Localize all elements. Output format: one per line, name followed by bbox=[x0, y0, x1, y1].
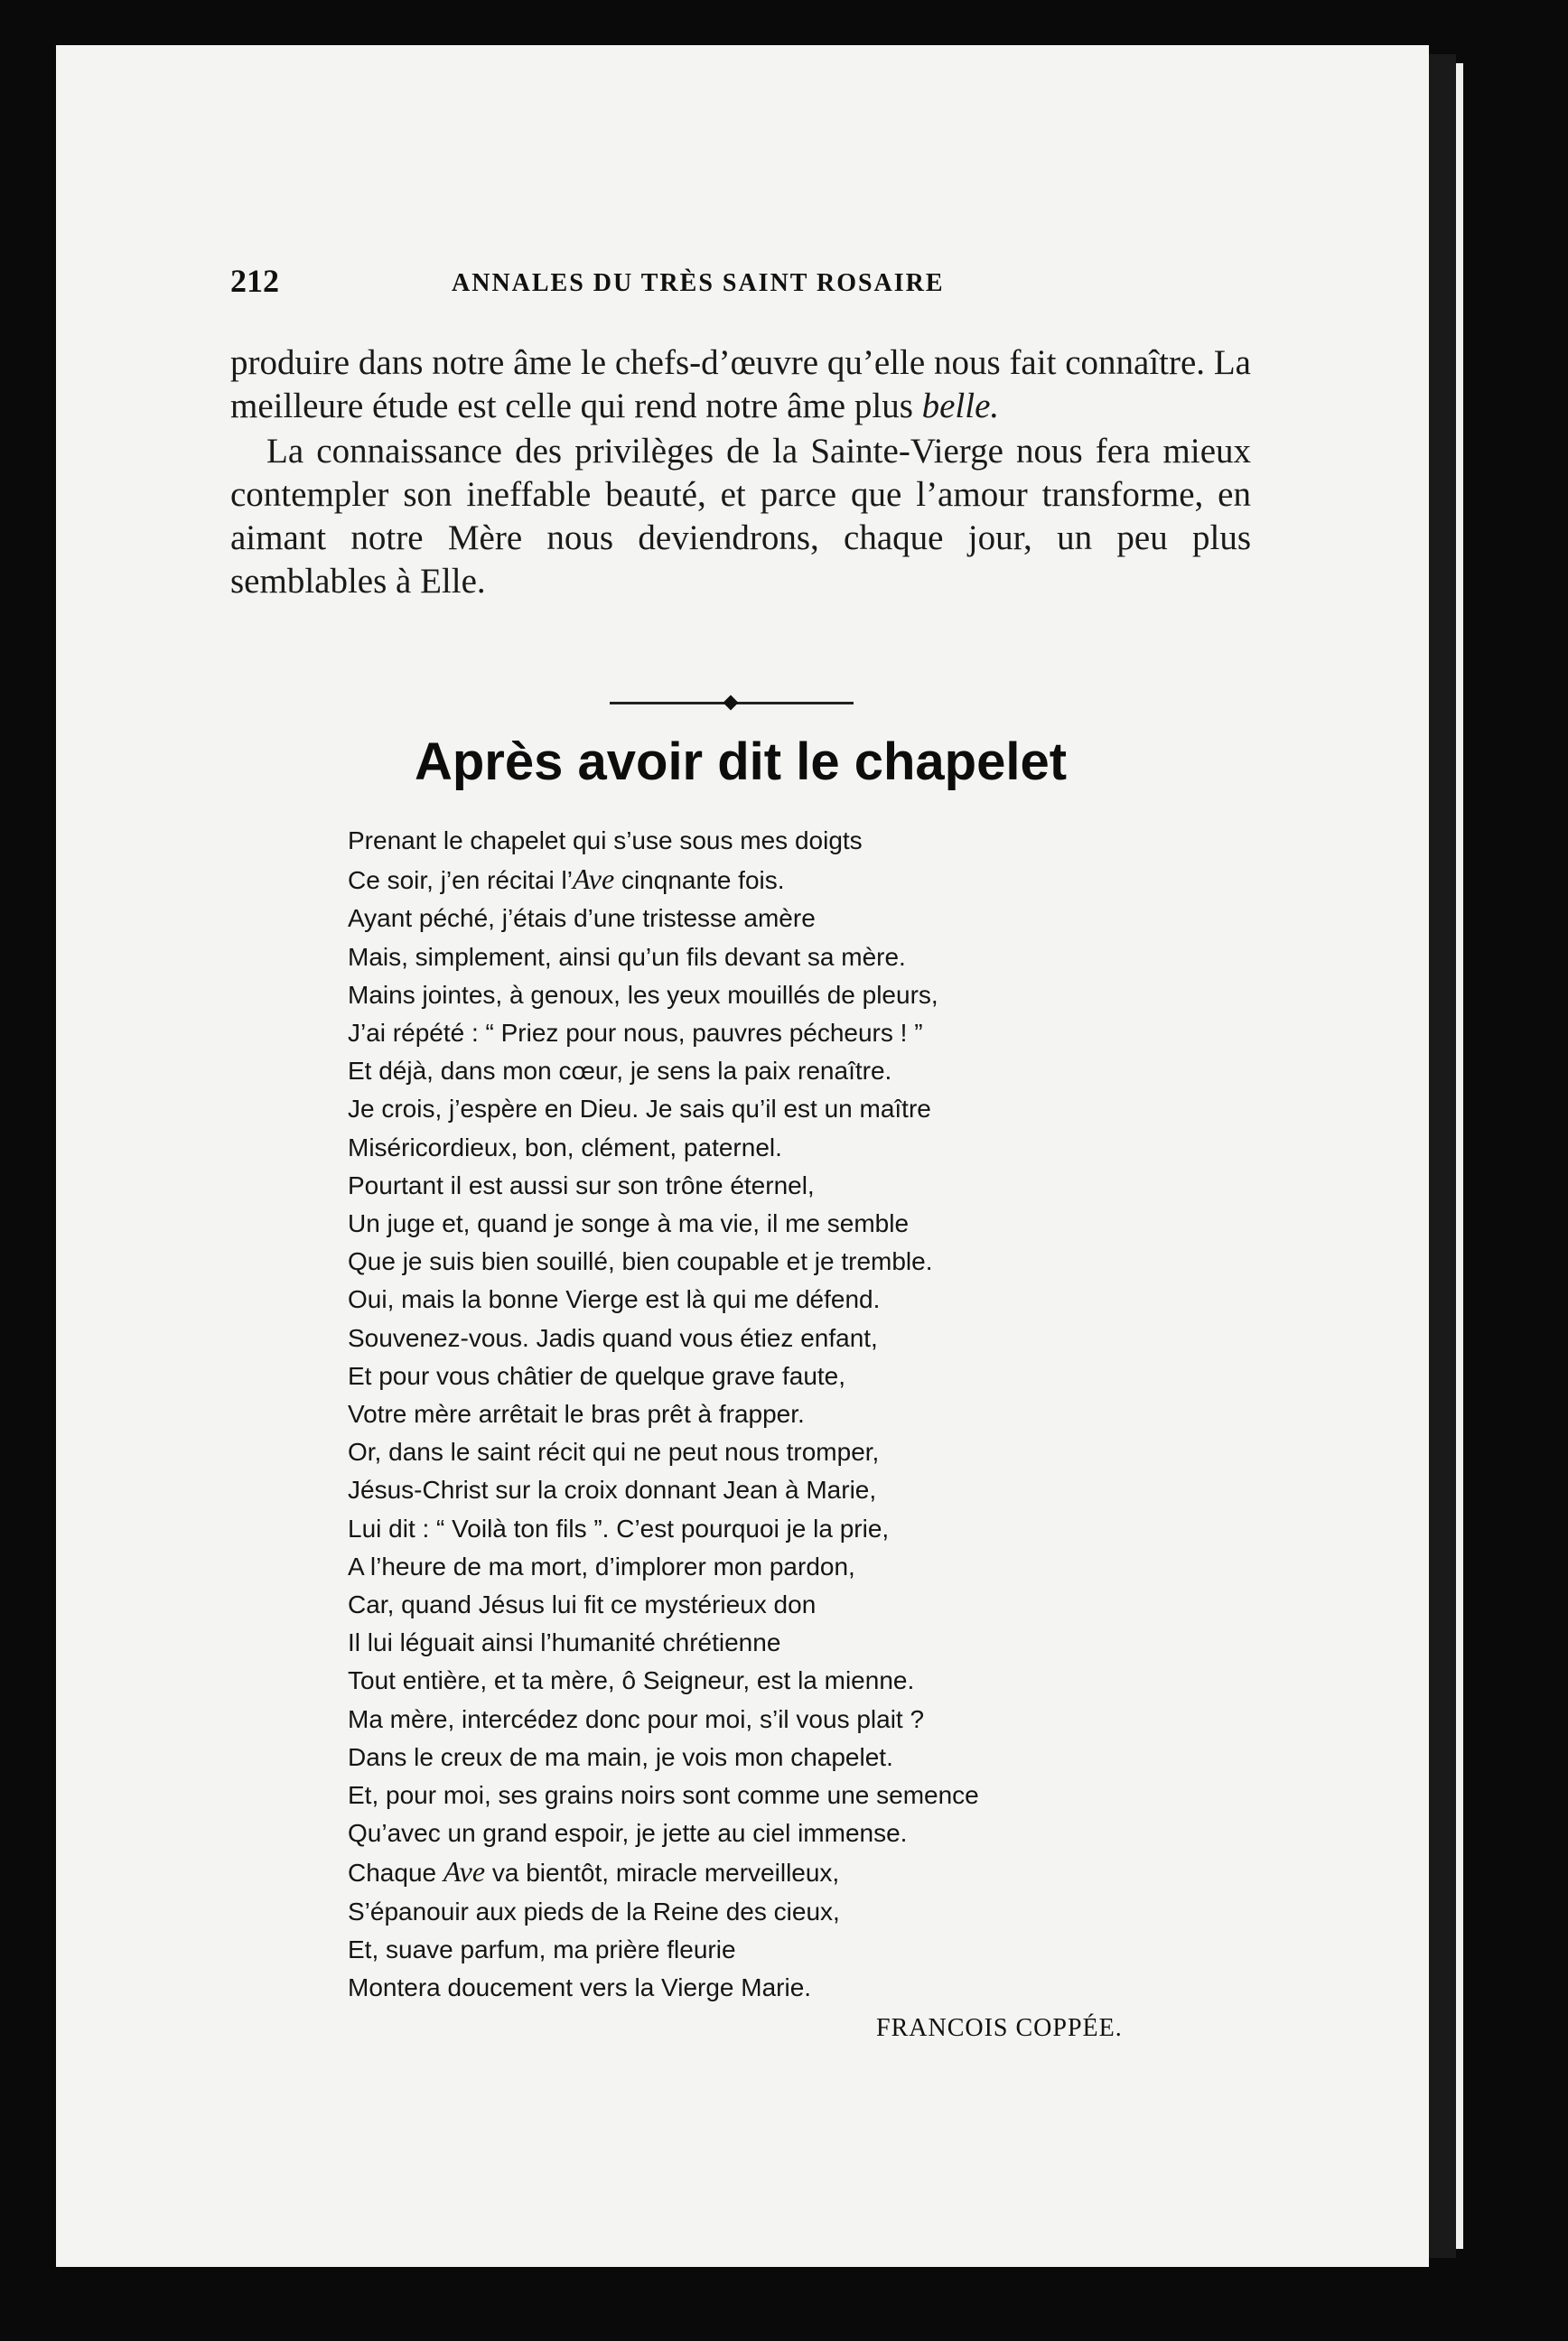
poem-line: Ce soir, j’en récitai l’Ave cinqnante fois. bbox=[348, 863, 785, 896]
poem-line: J’ai répété : “ Priez pour nous, pauvres pécheurs ! ” bbox=[348, 1019, 923, 1048]
poem-line: Tout entière, et ta mère, ô Seigneur, est la mienne. bbox=[348, 1666, 915, 1695]
poem-lines bbox=[348, 822, 1143, 2007]
poem-line: Pourtant il est aussi sur son trône éternel, bbox=[348, 1170, 815, 1199]
page-gutter-shadow bbox=[1429, 54, 1456, 2258]
poem-line: Il lui léguait ainsi l’humanité chrétienne bbox=[348, 1628, 781, 1657]
poem-line: Or, dans le saint récit qui ne peut nous tromper, bbox=[348, 1438, 880, 1467]
poem-line: Ayant péché, j’étais d’une tristesse amère bbox=[348, 904, 816, 933]
poem-line: Et déjà, dans mon cœur, je sens la paix renaître. bbox=[348, 1057, 892, 1086]
poem-line: Oui, mais la bonne Vierge est là qui me défend. bbox=[348, 1285, 881, 1314]
poem-line: Souvenez-vous. Jadis quand vous étiez enfant, bbox=[348, 1323, 878, 1352]
paragraph-1-italic: belle. bbox=[921, 387, 1000, 425]
prose-body bbox=[230, 341, 1251, 603]
poem-line: Qu’avec un grand espoir, je jette au ciel immense. bbox=[348, 1819, 908, 1848]
page-header bbox=[230, 262, 1251, 307]
poem-line: Et pour vous châtier de quelque grave faute, bbox=[348, 1361, 846, 1390]
ave-word: Ave bbox=[572, 863, 615, 896]
paragraph-1-text: produire dans notre âme le chefs-d’œuvre qu’elle nous fait connaître. La meilleure étude est celle qui rend notre âme plus bbox=[230, 343, 1251, 425]
poem-line: Votre mère arrêtait le bras prêt à frapper. bbox=[348, 1400, 805, 1429]
poem-line: Je crois, j’espère en Dieu. Je sais qu’il est un maître bbox=[348, 1095, 931, 1124]
poem-line: Jésus-Christ sur la croix donnant Jean à Marie, bbox=[348, 1476, 877, 1505]
facing-page-edge bbox=[1456, 63, 1463, 2249]
poem-line: Miséricordieux, bon, clément, paternel. bbox=[348, 1133, 782, 1161]
poem-line: Prenant le chapelet qui s’use sous mes doigts bbox=[348, 826, 863, 854]
page-number: 212 bbox=[230, 263, 279, 299]
poem-line: Montera doucement vers la Vierge Marie. bbox=[348, 1973, 812, 2002]
poem-author: FRANCOIS COPPÉE. bbox=[876, 2014, 1123, 2042]
paragraph-2: La connaissance des privilèges de la Sainte-Vierge nous fera mieux contempler son ineffable beauté, et parce que l’amour transforme, en aimant notre Mère nous deviendrons, chaque jour, un peu plus semblables à Elle. bbox=[230, 432, 1251, 601]
poem-line: A l’heure de ma mort, d’implorer mon pardon, bbox=[348, 1552, 855, 1581]
poem-line: Que je suis bien souillé, bien coupable et je tremble. bbox=[348, 1247, 933, 1276]
ave-word: Ave bbox=[443, 1855, 486, 1889]
poem-title: Après avoir dit le chapelet bbox=[414, 732, 1068, 791]
poem-line: Mains jointes, à genoux, les yeux mouillés de pleurs, bbox=[348, 980, 938, 1009]
poem-line: Un juge et, quand je songe à ma vie, il me semble bbox=[348, 1209, 910, 1238]
poem-line: S’épanouir aux pieds de la Reine des cieux, bbox=[348, 1897, 840, 1926]
poem-line: Et, suave parfum, ma prière fleurie bbox=[348, 1935, 736, 1963]
poem-line: Et, pour moi, ses grains noirs sont comme une semence bbox=[348, 1781, 979, 1810]
poem-line: Car, quand Jésus lui fit ce mystérieux don bbox=[348, 1590, 817, 1619]
poem-line: Chaque Ave va bientôt, miracle merveilleux, bbox=[348, 1855, 840, 1889]
poem-line: Mais, simplement, ainsi qu’un fils devant sa mère. bbox=[348, 942, 906, 971]
poem-line: Ma mère, intercédez donc pour moi, s’il vous plait ? bbox=[348, 1704, 925, 1733]
poem-line: Dans le creux de ma main, je vois mon chapelet. bbox=[348, 1742, 893, 1771]
paragraph-1 bbox=[230, 341, 1251, 428]
poem-line: Lui dit : “ Voilà ton fils ”. C’est pourquoi je la prie, bbox=[348, 1514, 890, 1543]
running-head: ANNALES DU TRÈS SAINT ROSAIRE bbox=[452, 269, 945, 297]
